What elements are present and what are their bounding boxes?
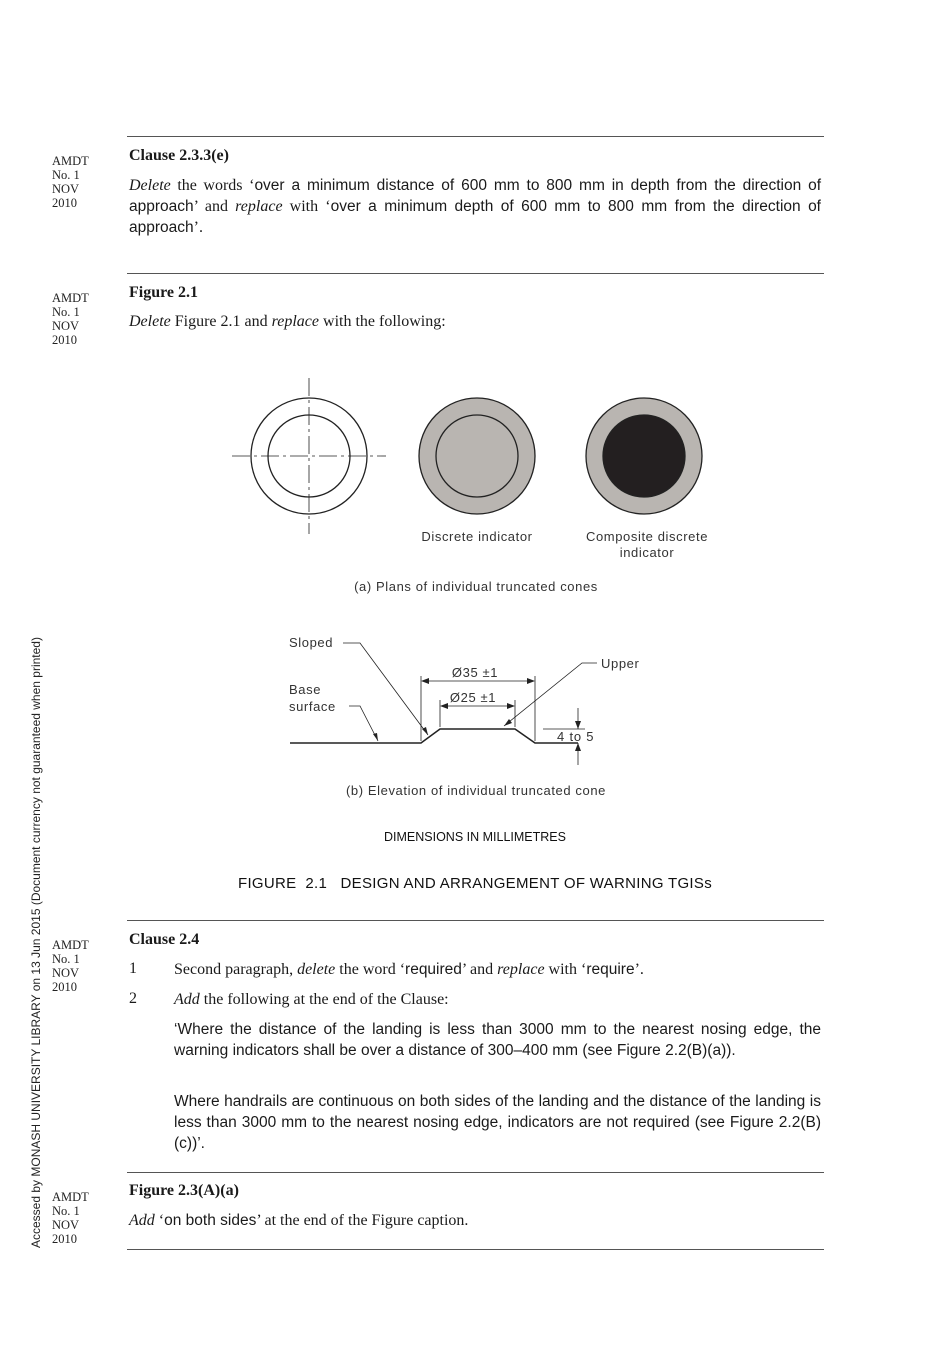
plan-composite-indicator: [586, 398, 702, 514]
caption-b: (b) Elevation of individual truncated cone: [345, 783, 607, 798]
clause-233e-text: Delete the words ‘over a minimum distance of 600 mm to 800 mm in depth from the direction of approach’ and replace with ‘over a minimum depth of 600 mm to 800 mm from the direction of approach’.: [129, 177, 821, 236]
amendment-marker: AMDT No. 1 NOV 2010: [52, 1190, 89, 1246]
clause-24-item-1: Second paragraph, delete the word ‘required’ and replace with ‘require’.: [174, 961, 644, 978]
dim-25: Ø25 ±1: [449, 690, 497, 705]
label-sloped: Sloped: [289, 635, 334, 650]
divider: [127, 273, 824, 274]
plan-outline-cone: [232, 378, 386, 534]
divider: [127, 920, 824, 921]
label-base-1: Base: [289, 682, 322, 697]
amendment-marker: AMDT No. 1 NOV 2010: [52, 291, 89, 347]
figure-title: FIGURE 2.1 DESIGN AND ARRANGEMENT OF WARNING TGISs: [237, 875, 713, 892]
plan-discrete-indicator: [419, 398, 535, 514]
figure-heading: Figure 2.3(A)(a): [129, 1182, 239, 1199]
clause-heading: Clause 2.3.3(e): [129, 147, 229, 164]
label-upper: Upper: [601, 656, 640, 671]
units-note: DIMENSIONS IN MILLIMETRES: [384, 830, 566, 844]
figure-21-instruction: Delete Figure 2.1 and replace with the following:: [129, 313, 446, 330]
divider: [127, 136, 824, 137]
figure-heading: Figure 2.1: [129, 284, 199, 301]
elevation-drawing: [290, 643, 597, 765]
amendment-marker: AMDT No. 1 NOV 2010: [52, 154, 89, 210]
divider: [127, 1172, 824, 1173]
label-composite-1: Composite discrete: [585, 529, 709, 544]
dim-35: Ø35 ±1: [451, 665, 499, 680]
label-base-2: surface: [289, 699, 336, 714]
dim-height: 4 to 5: [557, 729, 595, 744]
clause-heading: Clause 2.4: [129, 931, 200, 948]
amendment-marker: AMDT No. 1 NOV 2010: [52, 938, 89, 994]
quote-paragraph-2: Where handrails are continuous on both sides of the landing and the distance of the landing is less than 3000 mm to the nearest nosing edge, indicators are not required (see Figure 2.2(B)(c))’.: [174, 1093, 821, 1152]
item-number: 1: [129, 960, 137, 977]
figure-2-1-drawing: [0, 370, 950, 900]
figure-23-instruction: Add ‘on both sides’ at the end of the Figure caption.: [129, 1212, 469, 1229]
quote-paragraph-1: ‘Where the distance of the landing is less than 3000 mm to the nearest nosing edge, the warning indicators shall be over a distance of 300–400 mm (see Figure 2.2(B)(a)).: [174, 1021, 821, 1059]
clause-24-item-2: Add the following at the end of the Clause:: [174, 991, 449, 1008]
divider: [127, 1249, 824, 1250]
item-number: 2: [129, 990, 137, 1007]
label-composite-2: indicator: [619, 545, 675, 560]
caption-a: (a) Plans of individual truncated cones: [354, 579, 598, 594]
label-discrete: Discrete indicator: [421, 529, 533, 544]
side-access-note: Accessed by MONASH UNIVERSITY LIBRARY on 13 Jun 2015 (Document currency not guaranteed when printed): [29, 637, 43, 1248]
